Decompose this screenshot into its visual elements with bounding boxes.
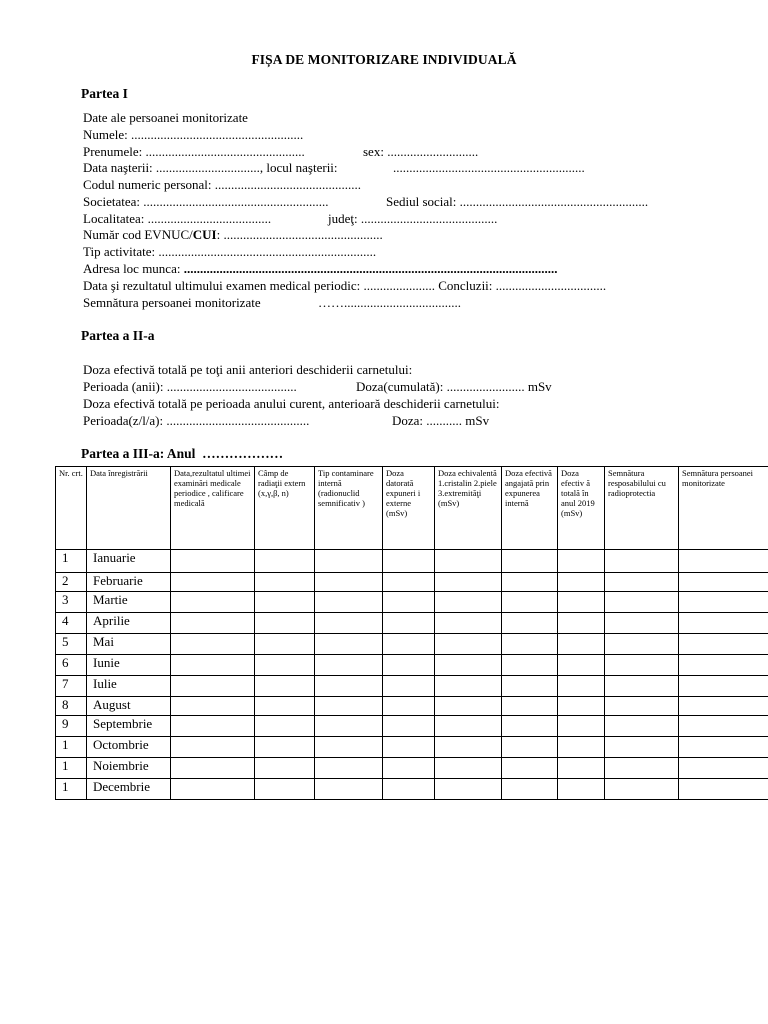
col-header-semnatura-persoana: Semnătura persoanei monitorizate (679, 467, 768, 550)
table-cell[interactable] (558, 613, 605, 634)
table-row (56, 758, 768, 779)
table-row (56, 716, 768, 737)
table-cell[interactable] (171, 716, 255, 737)
table-cell[interactable] (502, 592, 558, 613)
table-cell[interactable] (605, 716, 679, 737)
table-row (56, 634, 768, 655)
part1-intro: Date ale persoanei monitorizate (83, 110, 248, 125)
table-cell[interactable] (605, 655, 679, 676)
row-month: Noiembrie (87, 758, 171, 779)
field-semnatura-dots: …….................................... (318, 295, 461, 310)
row-month: Septembrie (87, 716, 171, 737)
table-cell[interactable] (315, 779, 383, 800)
table-cell[interactable] (383, 592, 435, 613)
table-cell[interactable] (679, 634, 768, 655)
field-cnp: Codul numeric personal: ............................................. (83, 177, 362, 192)
table-cell[interactable] (558, 779, 605, 800)
table-cell[interactable] (255, 716, 315, 737)
table-cell[interactable] (171, 676, 255, 697)
table-cell[interactable] (171, 573, 255, 592)
table-cell[interactable] (255, 613, 315, 634)
table-cell[interactable] (558, 676, 605, 697)
table-cell[interactable] (679, 655, 768, 676)
row-month: Ianuarie (87, 550, 171, 573)
table-cell[interactable] (605, 634, 679, 655)
table-cell[interactable] (171, 592, 255, 613)
table-cell[interactable] (383, 550, 435, 573)
table-cell[interactable] (502, 573, 558, 592)
table-cell[interactable] (605, 779, 679, 800)
col-header-data-inregistrarii: Data înregistrării (87, 467, 171, 550)
table-cell[interactable] (315, 676, 383, 697)
row-number: 6 (56, 655, 87, 676)
table-row (56, 779, 768, 800)
document-title: FIȘA DE MONITORIZARE INDIVIDUALĂ (251, 52, 517, 67)
table-cell[interactable] (558, 634, 605, 655)
col-header-doza-angajata: Doza efectivă angajată prin expunerea internă (502, 467, 558, 550)
part2-line1: Doza efectivă totală pe toţi anii anteriori deschiderii carnetului: (83, 362, 413, 377)
field-localitatea: Localitatea: ...................................... (83, 211, 272, 226)
table-cell[interactable] (502, 655, 558, 676)
table-cell[interactable] (171, 697, 255, 716)
table-cell[interactable] (605, 676, 679, 697)
row-number: 2 (56, 573, 87, 592)
part3-heading: Partea a III-a: Anul ……………… (81, 446, 284, 461)
row-number: 5 (56, 634, 87, 655)
table-cell[interactable] (383, 716, 435, 737)
field-nume: Numele: ..................................................... (83, 127, 304, 142)
table-cell[interactable] (171, 550, 255, 573)
table-cell[interactable] (383, 676, 435, 697)
table-cell[interactable] (605, 697, 679, 716)
field-prenume: Prenumele: ................................................. (83, 144, 305, 159)
table-cell[interactable] (558, 697, 605, 716)
table-cell[interactable] (255, 737, 315, 758)
table-cell[interactable] (435, 573, 502, 592)
table-cell[interactable] (315, 592, 383, 613)
table-cell[interactable] (502, 737, 558, 758)
table-cell[interactable] (679, 716, 768, 737)
table-cell[interactable] (558, 716, 605, 737)
row-month: Octombrie (87, 737, 171, 758)
row-month: Mai (87, 634, 171, 655)
table-cell[interactable] (383, 573, 435, 592)
table-cell[interactable] (315, 634, 383, 655)
table-cell[interactable] (558, 550, 605, 573)
table-row (56, 592, 768, 613)
table-cell[interactable] (558, 737, 605, 758)
table-cell[interactable] (171, 655, 255, 676)
table-cell[interactable] (315, 737, 383, 758)
row-number: 1 (56, 737, 87, 758)
table-cell[interactable] (383, 737, 435, 758)
row-number: 7 (56, 676, 87, 697)
table-cell[interactable] (255, 697, 315, 716)
row-month: Martie (87, 592, 171, 613)
table-cell[interactable] (435, 716, 502, 737)
col-header-camp-radiatii: Câmp de radiaţii extern (x,γ,β, n) (255, 467, 315, 550)
field-evnuc-cui: Număr cod EVNUC/CUI: ................................................. (83, 227, 383, 242)
col-header-semnatura-responsabil: Semnătura resposabilului cu radioprotectia (605, 467, 679, 550)
row-number: 1 (56, 758, 87, 779)
monitoring-table (55, 466, 768, 800)
field-societatea: Societatea: ......................................................... (83, 194, 329, 209)
table-cell[interactable] (679, 613, 768, 634)
table-cell[interactable] (171, 758, 255, 779)
table-cell[interactable] (255, 676, 315, 697)
table-cell[interactable] (679, 737, 768, 758)
table-cell[interactable] (558, 758, 605, 779)
table-cell[interactable] (435, 655, 502, 676)
table-cell[interactable] (255, 634, 315, 655)
field-adresa: Adresa loc munca: ................................................................................................................... (83, 261, 558, 276)
col-header-nr: Nr. crt. (56, 467, 87, 550)
table-cell[interactable] (435, 758, 502, 779)
table-cell[interactable] (502, 758, 558, 779)
row-month: Decembrie (87, 779, 171, 800)
table-cell[interactable] (435, 634, 502, 655)
table-cell[interactable] (679, 779, 768, 800)
table-row (56, 737, 768, 758)
table-cell[interactable] (605, 758, 679, 779)
table-cell[interactable] (255, 758, 315, 779)
table-cell[interactable] (435, 779, 502, 800)
table-cell[interactable] (383, 697, 435, 716)
table-cell[interactable] (435, 550, 502, 573)
table-cell[interactable] (435, 676, 502, 697)
table-row (56, 697, 768, 716)
table-cell[interactable] (605, 573, 679, 592)
table-cell[interactable] (679, 758, 768, 779)
field-doza-cumulata: Doza(cumulată): ........................ mSv (356, 379, 552, 394)
row-number: 4 (56, 613, 87, 634)
table-cell[interactable] (383, 655, 435, 676)
table-cell[interactable] (435, 592, 502, 613)
col-header-tip-contaminare: Tip contaminare internă (radionuclid semnificativ ) (315, 467, 383, 550)
table-header-row (56, 467, 768, 550)
table-cell[interactable] (315, 573, 383, 592)
row-month: Iunie (87, 655, 171, 676)
table-cell[interactable] (255, 550, 315, 573)
table-cell[interactable] (255, 573, 315, 592)
row-number: 3 (56, 592, 87, 613)
table-cell[interactable] (435, 697, 502, 716)
table-cell[interactable] (255, 655, 315, 676)
field-perioada-ani: Perioada (anii): ........................................ (83, 379, 297, 394)
table-cell[interactable] (171, 779, 255, 800)
table-cell[interactable] (679, 592, 768, 613)
table-cell[interactable] (558, 655, 605, 676)
table-cell[interactable] (171, 613, 255, 634)
table-cell[interactable] (679, 676, 768, 697)
table-cell[interactable] (605, 613, 679, 634)
field-sediul-social: Sediul social: .......................................................... (386, 194, 649, 209)
table-cell[interactable] (502, 613, 558, 634)
part2-line3: Doza efectivă totală pe perioada anului curent, anterioară deschiderii carnetului: (83, 396, 500, 411)
field-tip-activitate: Tip activitate: ................................................................... (83, 244, 377, 259)
col-header-doza-echivalenta: Doza echivalentă 1.cristalin 2.piele 3.extremităţi (mSv) (435, 467, 502, 550)
table-cell[interactable] (558, 573, 605, 592)
col-header-doza-totala: Doza efectiv ă totală în anul 2019 (mSv) (558, 467, 605, 550)
table-cell[interactable] (383, 758, 435, 779)
field-doza: Doza: ........... mSv (392, 413, 490, 428)
table-cell[interactable] (605, 592, 679, 613)
table-cell[interactable] (315, 716, 383, 737)
table-row (56, 550, 768, 573)
table-cell[interactable] (315, 613, 383, 634)
field-data-nasterii: Data naşterii: ................................, locul naşterii: (83, 160, 338, 175)
field-examen-medical: Data şi rezultatul ultimului examen medical periodic: ...................... Concluzii: .................................. (83, 278, 607, 293)
table-cell[interactable] (502, 779, 558, 800)
field-judet: judeţ: .......................................... (328, 211, 498, 226)
table-cell[interactable] (605, 550, 679, 573)
row-number: 1 (56, 779, 87, 800)
col-header-doza-externa: Doza datorată expuneri i externe (mSv) (383, 467, 435, 550)
table-cell[interactable] (558, 592, 605, 613)
table-cell[interactable] (435, 737, 502, 758)
table-row (56, 613, 768, 634)
table-cell[interactable] (171, 737, 255, 758)
table-cell[interactable] (502, 634, 558, 655)
table-cell[interactable] (679, 550, 768, 573)
table-cell[interactable] (315, 697, 383, 716)
table-row (56, 655, 768, 676)
row-number: 8 (56, 697, 87, 716)
table-cell[interactable] (679, 573, 768, 592)
table-cell[interactable] (315, 655, 383, 676)
part1-heading: Partea I (81, 86, 128, 101)
table-cell[interactable] (315, 758, 383, 779)
table-cell[interactable] (502, 550, 558, 573)
field-sex: sex: ............................ (363, 144, 479, 159)
col-header-examinare-medicala: Data,rezultatul ultimei examinări medicale periodice , calificare medicală (171, 467, 255, 550)
table-cell[interactable] (679, 697, 768, 716)
row-number: 1 (56, 550, 87, 573)
field-semnatura: Semnătura persoanei monitorizate (83, 295, 261, 310)
table-cell[interactable] (255, 779, 315, 800)
table-cell[interactable] (315, 550, 383, 573)
table-cell[interactable] (255, 592, 315, 613)
table-cell[interactable] (383, 779, 435, 800)
table-cell[interactable] (502, 676, 558, 697)
table-cell[interactable] (502, 716, 558, 737)
table-cell[interactable] (502, 697, 558, 716)
field-perioada-zla: Perioada(z/l/a): ............................................ (83, 413, 310, 428)
table-cell[interactable] (383, 613, 435, 634)
row-month: Februarie (87, 573, 171, 592)
table-cell[interactable] (435, 613, 502, 634)
table-cell[interactable] (605, 737, 679, 758)
row-month: Aprilie (87, 613, 171, 634)
table-cell[interactable] (383, 634, 435, 655)
part2-heading: Partea a II-a (81, 328, 155, 343)
table-row (56, 573, 768, 592)
row-number: 9 (56, 716, 87, 737)
field-locul-nasterii-dots: ........................................................... (393, 160, 585, 175)
table-cell[interactable] (171, 634, 255, 655)
table-row (56, 676, 768, 697)
row-month: Iulie (87, 676, 171, 697)
row-month: August (87, 697, 171, 716)
